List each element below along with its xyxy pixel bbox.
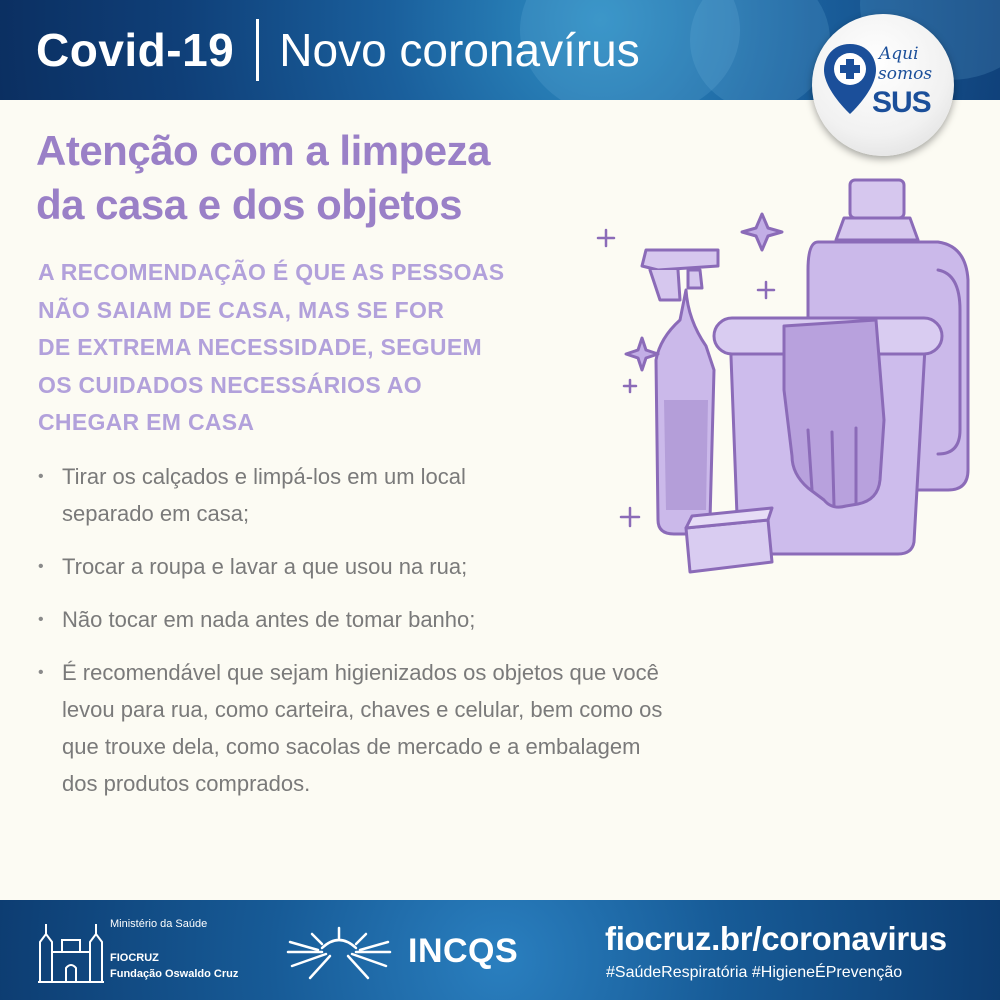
heading-line: da casa e dos objetos [36, 181, 462, 228]
site-url-link[interactable]: fiocruz.br/coronavirus [605, 920, 947, 957]
list-item-line: • É recomendável que sejam higienizados os objetos que você [62, 660, 659, 685]
list-item-line: • Trocar a roupa e lavar a que usou na rua; [62, 554, 468, 579]
badge-sus-text: SUS [872, 86, 931, 119]
castle-building-icon [36, 912, 106, 984]
list-item [38, 654, 798, 802]
recommendation-line: A RECOMENDAÇÃO É QUE AS PESSOAS [38, 259, 505, 285]
glove-icon [784, 320, 884, 507]
list-item [38, 601, 798, 638]
cleaning-supplies-illustration [588, 170, 978, 585]
badge-somos-text: somos [878, 64, 933, 84]
title-divider [256, 19, 259, 81]
main-heading [36, 124, 596, 232]
recommendation-line: CHEGAR EM CASA [38, 409, 255, 435]
sponge-icon [686, 508, 772, 572]
fiocruz-label: FIOCRUZ [110, 952, 159, 964]
recommendation-line: DE EXTREMA NECESSIDADE, SEGUEM [38, 334, 482, 360]
footer-banner [0, 900, 1000, 1000]
list-item-line: separado em casa; [62, 501, 250, 526]
list-item-line: • Tirar os calçados e limpá-los em um local [62, 464, 466, 489]
recommendation-line: OS CUIDADOS NECESSÁRIOS AO [38, 371, 422, 398]
recommendation-line: NÃO SAIAM DE CASA, MAS SE FOR [38, 296, 445, 323]
list-item-line: levou para rua, como carteira, chaves e celular, bem como os [62, 697, 663, 722]
sus-badge [812, 14, 954, 156]
list-item-line: que trouxe dela, como sacolas de mercado e a embalagem [62, 734, 641, 759]
sun-rays-icon [282, 922, 396, 982]
list-item-line: dos produtos comprados. [62, 771, 311, 796]
title-covid: Covid-19 [36, 24, 235, 76]
badge-aqui-text: Aqui [879, 44, 919, 64]
incqs-label: INCQS [408, 932, 519, 970]
title-coronavirus: Novo coronavírus [279, 24, 640, 76]
fiocruz-full-label: Fundação Oswaldo Cruz [110, 968, 239, 980]
map-pin-plus-icon [812, 14, 954, 156]
header-title [36, 18, 640, 82]
spray-bottle-icon [642, 250, 718, 534]
hashtags-text: #SaúdeRespiratória #HigieneÉPrevenção [606, 964, 903, 981]
recommendation-text [38, 254, 598, 442]
list-item-line: • Não tocar em nada antes de tomar banho; [62, 607, 476, 632]
virus-blob [690, 0, 830, 100]
heading-line: Atenção com a limpeza [36, 127, 490, 174]
ministry-label: Ministério da Saúde [110, 918, 208, 930]
